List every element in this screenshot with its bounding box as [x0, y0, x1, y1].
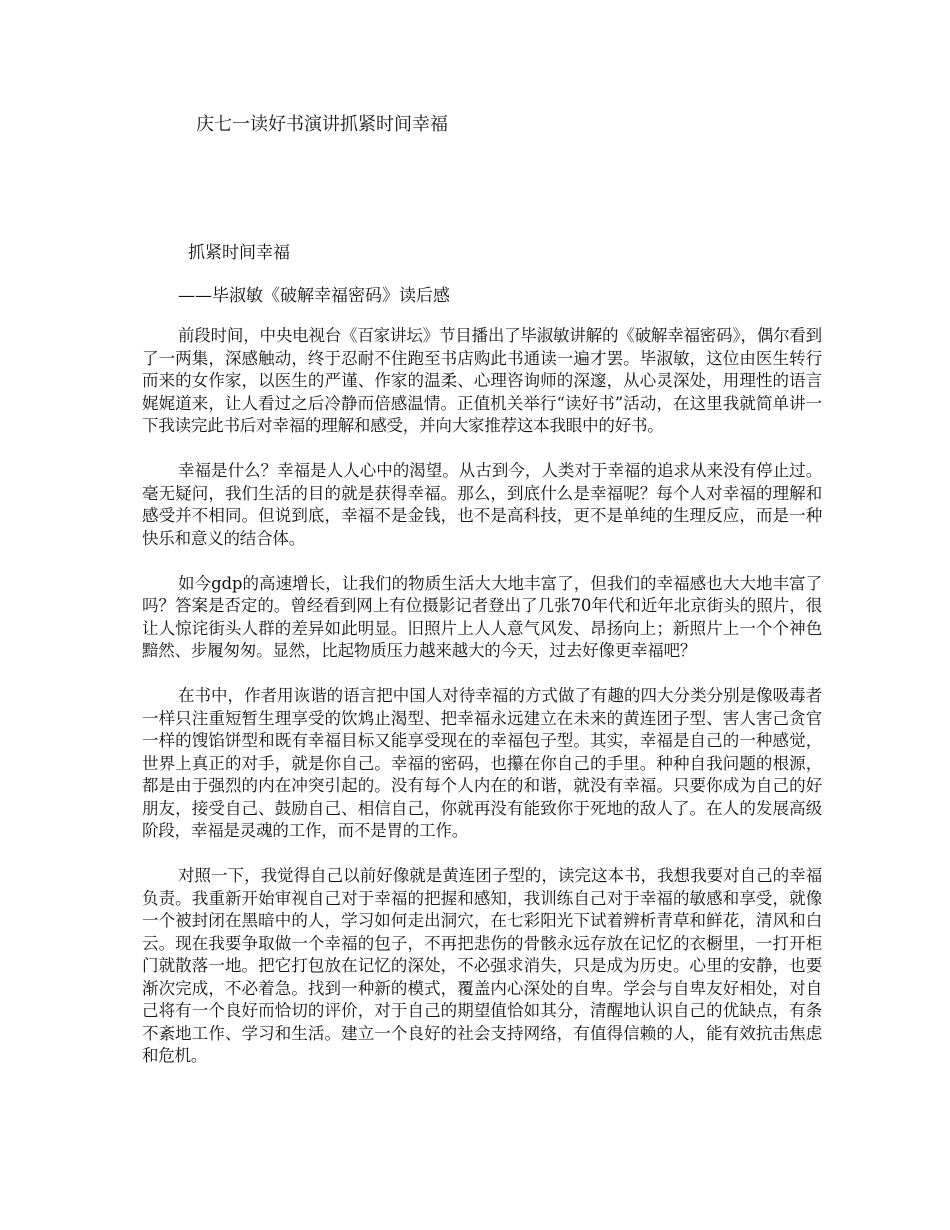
section-heading: 抓紧时间幸福: [188, 243, 290, 263]
document-title: 庆七一读好书演讲抓紧时间幸福: [196, 114, 448, 135]
subtitle: ——毕淑敏《破解幸福密码》读后感: [178, 286, 450, 306]
paragraph: 如今gdp的高速增长，让我们的物质生活大大地丰富了，但我们的幸福感也大大地丰富了吗？答案是否定的。曾经看到网上有位摄影记者登出了几张70年代和近年北京街头的照片，很让人惊诧街头人群的差异如此明显。旧照片上人人意气风发、昂扬向上；新照片上一个个神色黯然、步履匆匆。显然，比起物质压力越来越大的今天，过去好像更幸福吧？: [142, 573, 822, 660]
paragraph: 对照一下，我觉得自己以前好像就是黄连团子型的，读完这本书，我想我要对自己的幸福负责。我重新开始审视自己对于幸福的把握和感知，我训练自己对于幸福的敏感和享受，就像一个被封闭在黑暗中的人，学习如何走出洞穴，在七彩阳光下试着辨析青草和鲜花，清风和白云。现在我要争取做一个幸福的包子，不再把悲伤的骨骸永远存放在记忆的衣橱里，一打开柜门就散落一地。把它打包放在记忆的深处，不必强求消失，只是成为历史。心里的安静，也要渐次完成，不必着急。找到一种新的模式，覆盖内心深处的自卑。学会与自卑友好相处，对自己将有一个良好而恰切的评价，对于自己的期望值恰如其分，清醒地认识自己的优缺点，有条不紊地工作、学习和生活。建立一个良好的社会支持网络，有值得信赖的人，能有效抗击焦虑和危机。: [142, 866, 822, 1065]
paragraph: 幸福是什么？幸福是人人心中的渴望。从古到今，人类对于幸福的追求从来没有停止过。毫无疑问，我们生活的目的就是获得幸福。那么，到底什么是幸福呢？每个人对幸福的理解和感受并不相同。但说到底，幸福不是金钱，也不是高科技，更不是单纯的生理反应，而是一种快乐和意义的结合体。: [142, 461, 822, 548]
paragraph: 在书中，作者用诙谐的语言把中国人对待幸福的方式做了有趣的四大分类分别是像吸毒者一样只注重短暂生理享受的饮鸩止渴型、把幸福永远建立在未来的黄连团子型、害人害己贪官一样的馊馅饼型和既有幸福目标又能享受现在的幸福包子型。其实，幸福是自己的一种感觉，世界上真正的对手，就是你自己。幸福的密码，也攥在你自己的手里。种种自我问题的根源，都是由于强烈的内在冲突引起的。没有每个人内在的和谐，就没有幸福。只要你成为自己的好朋友，接受自己、鼓励自己、相信自己，你就再没有能致你于死地的敌人了。在人的发展高级阶段，幸福是灵魂的工作，而不是胃的工作。: [142, 686, 822, 840]
paragraph: 前段时间，中央电视台《百家讲坛》节目播出了毕淑敏讲解的《破解幸福密码》，偶尔看到了一两集，深感触动，终于忍耐不住跑至书店购此书通读一遍才罢。毕淑敏，这位由医生转行而来的女作家，以医生的严谨、作家的温柔、心理咨询师的深邃，从心灵深处，用理性的语言娓娓道来，让人看过之后冷静而倍感温情。正值机关举行“读好书”活动，在这里我就简单讲一下我读完此书后对幸福的理解和感受，并向大家推荐这本我眼中的好书。: [142, 326, 822, 435]
body-text: [142, 325, 822, 1090]
